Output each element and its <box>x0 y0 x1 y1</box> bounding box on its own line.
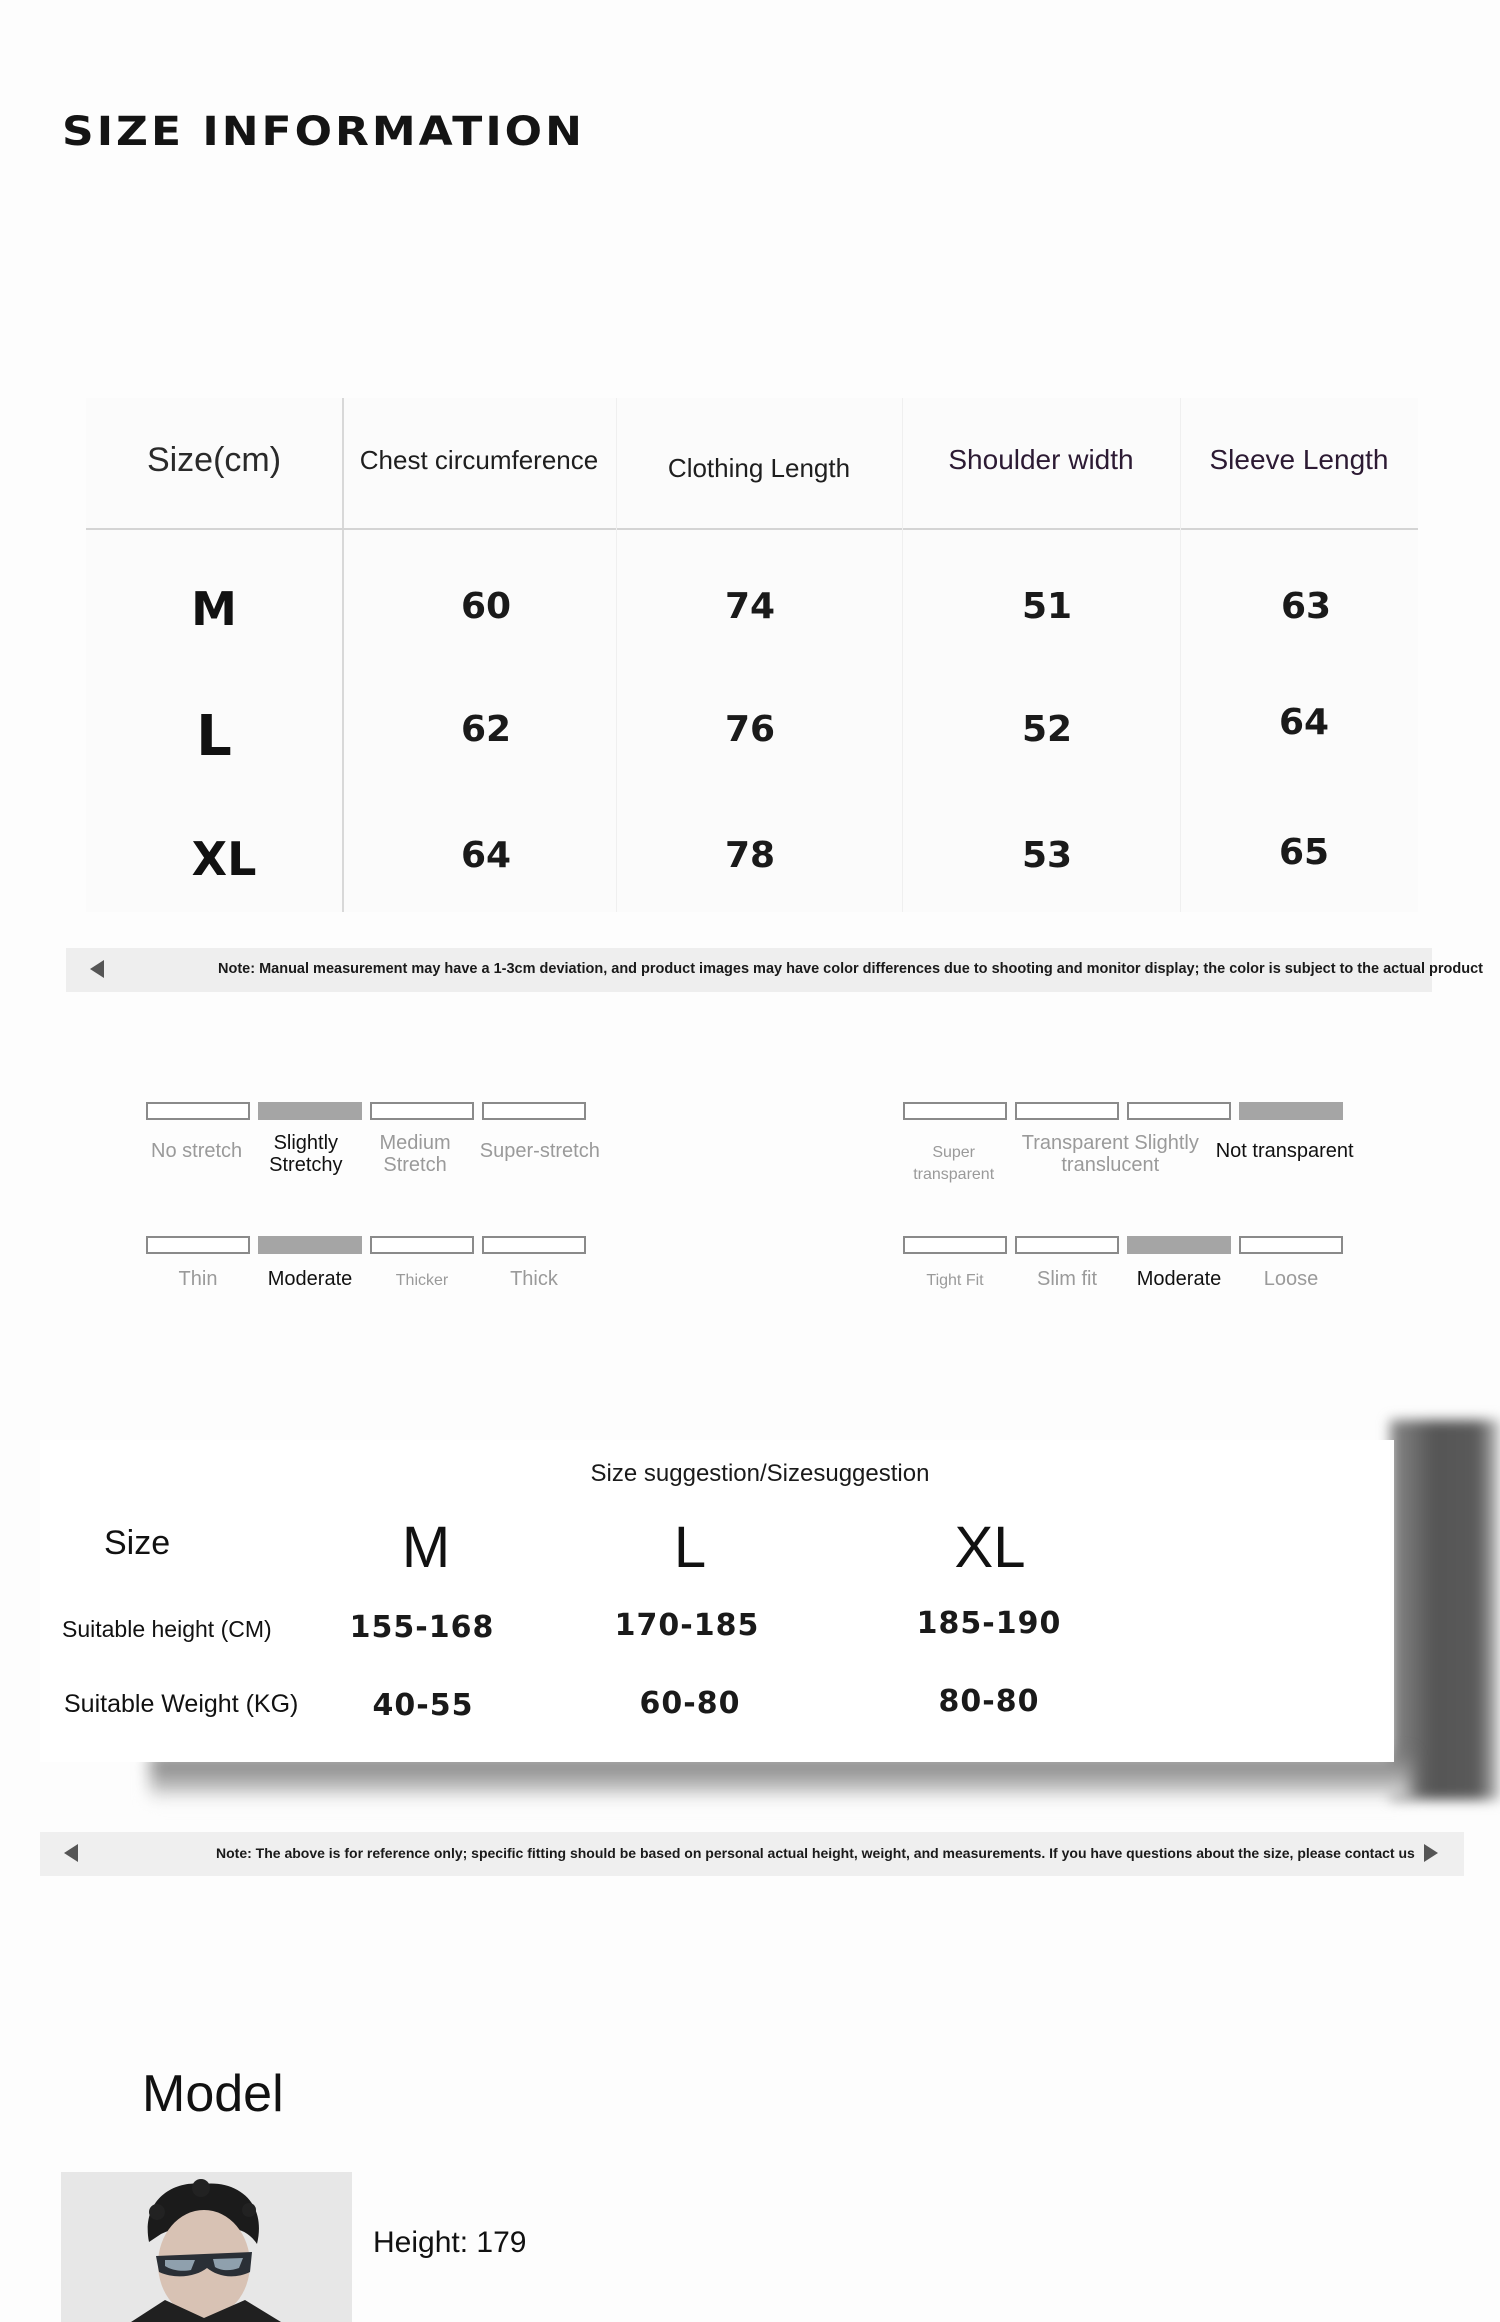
suggestion-weight-value: 40-55 <box>372 1688 474 1723</box>
table-cell: 52 <box>1021 709 1073 750</box>
measurement-note <box>66 948 1483 992</box>
scale-box <box>370 1236 474 1254</box>
scale-label: Thicker <box>395 1272 449 1289</box>
scale-box-selected <box>1239 1102 1343 1120</box>
scale-label: Super-stretch <box>479 1140 600 1162</box>
suggestion-height-value: 170-185 <box>614 1608 760 1643</box>
caret-left-icon <box>64 1844 78 1862</box>
table-cell: 64 <box>1278 702 1330 743</box>
caret-right-icon <box>1424 1844 1438 1862</box>
suggestion-weight-value: 60-80 <box>639 1686 741 1721</box>
suggestion-height-value: 155-168 <box>349 1610 495 1645</box>
header-shoulder: Shoulder width <box>948 444 1134 475</box>
scale-label-selected: Moderate <box>267 1268 353 1290</box>
header-chest: Chest circumference <box>359 444 599 475</box>
stretch-scale <box>146 1102 606 1176</box>
table-cell: 63 <box>1280 586 1332 627</box>
table-cell: 53 <box>1021 835 1073 876</box>
scale-label-selected: Slightly Stretchy <box>269 1132 343 1176</box>
page-title: SIZE INFORMATION <box>62 108 585 155</box>
scale-label: Thick <box>510 1268 558 1290</box>
scale-label: Tight Fit <box>926 1272 984 1289</box>
suggestion-size-xl: XL <box>954 1515 1026 1580</box>
row-label-m: M <box>191 582 237 636</box>
suggestion-weight-label: Suitable Weight (KG) <box>64 1690 299 1718</box>
table-cell: 60 <box>460 586 512 627</box>
measurement-note-text: Note: Manual measurement may have a 1-3cm deviation, and product images may have color differences due to shooting and monitor display; the color is subject to the actual product <box>218 961 1483 977</box>
size-table <box>86 398 1418 912</box>
scale-box <box>482 1102 586 1120</box>
scale-label-selected: Not transparent <box>1215 1140 1354 1162</box>
scale-box <box>146 1236 250 1254</box>
suggestion-height-value: 185-190 <box>916 1606 1062 1641</box>
suggestion-size-l: L <box>673 1515 707 1580</box>
scale-box-selected <box>258 1236 362 1254</box>
scale-label: Loose <box>1263 1268 1319 1290</box>
row-label-xl: XL <box>191 832 257 886</box>
scale-label: Thin <box>178 1268 218 1290</box>
table-cell: 64 <box>460 835 512 876</box>
suggestion-size-m: M <box>401 1515 451 1580</box>
header-sleeve: Sleeve Length <box>1209 444 1389 475</box>
table-cell: 65 <box>1278 832 1330 873</box>
suggestion-size-label: Size <box>104 1524 171 1562</box>
model-height: Height: 179 <box>373 2226 527 2259</box>
scale-box <box>1127 1102 1231 1120</box>
scale-box <box>1015 1236 1119 1254</box>
scale-box <box>146 1102 250 1120</box>
fitting-note-text: Note: The above is for reference only; specific fitting should be based on personal actual height, weight, and measurements. If you have questions about the size, please contact us <box>216 1845 1415 1861</box>
model-heading: Model <box>142 2065 284 2123</box>
scale-box <box>903 1102 1007 1120</box>
scale-box-selected <box>1127 1236 1231 1254</box>
table-cell: 51 <box>1021 586 1073 627</box>
model-photo-illustration <box>61 2172 352 2322</box>
suggestion-weight-value: 80-80 <box>938 1684 1040 1719</box>
scale-box-selected <box>258 1102 362 1120</box>
table-cell: 62 <box>460 709 512 750</box>
header-size: Size(cm) <box>146 440 282 479</box>
scale-label: Super transparent <box>913 1144 995 1183</box>
model-photo <box>61 2172 352 2322</box>
size-suggestion-panel <box>40 1440 1394 1762</box>
row-label-l: L <box>196 704 232 769</box>
table-cell: 76 <box>724 709 776 750</box>
scale-box <box>482 1236 586 1254</box>
caret-left-icon <box>90 960 104 978</box>
suggestion-title: Size suggestion/Sizesuggestion <box>590 1460 930 1487</box>
transparency-scale <box>903 1102 1363 1186</box>
scale-label: No stretch <box>151 1140 243 1162</box>
suggestion-height-label: Suitable height (CM) <box>62 1616 272 1642</box>
scale-label-selected: Moderate <box>1136 1268 1222 1290</box>
table-cell: 78 <box>724 835 776 876</box>
header-length: Clothing Length <box>667 452 851 483</box>
table-cell: 74 <box>724 586 776 627</box>
scale-label: Medium Stretch <box>379 1132 451 1176</box>
scale-box <box>370 1102 474 1120</box>
thickness-scale <box>146 1236 606 1292</box>
scale-label: Transparent Slightly translucent <box>1021 1132 1199 1176</box>
scale-box <box>1239 1236 1343 1254</box>
fit-scale <box>903 1236 1363 1292</box>
scale-box <box>1015 1102 1119 1120</box>
table-header-divider <box>86 528 1418 530</box>
scale-label: Slim fit <box>1037 1268 1097 1290</box>
scale-box <box>903 1236 1007 1254</box>
fitting-note <box>40 1832 1464 1876</box>
